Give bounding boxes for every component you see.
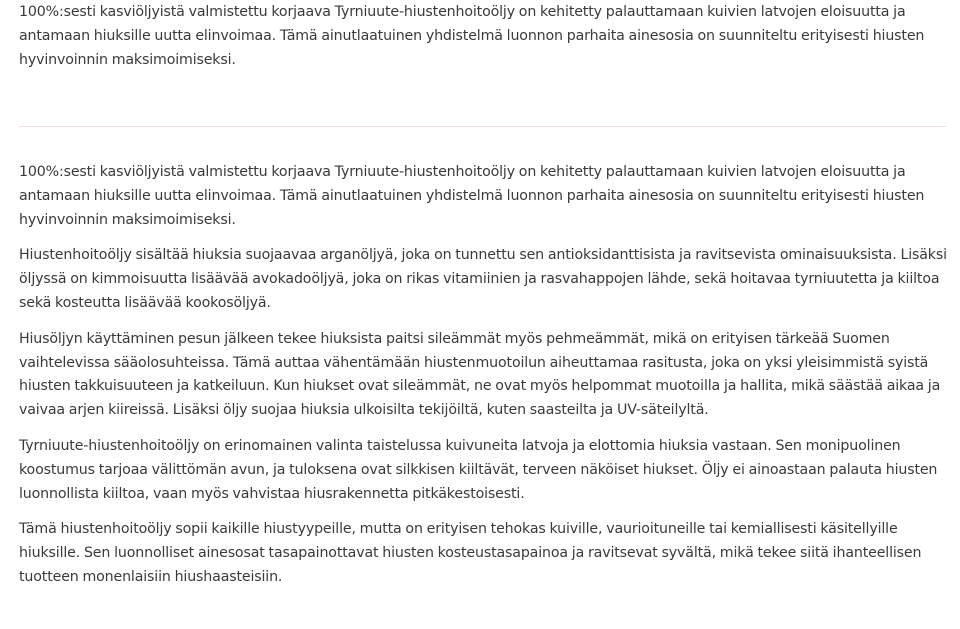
description-paragraph: Tyrniuute-hiustenhoitoöljy on erinomainen valinta taistelussa kuivuneita latvoja ja elottomia hiuksia vastaan. Sen monipuolinen koostumus tarjoaa välittömän avun, ja tuloksena ovat silkkisen kiiltävät, terveen näköiset hiukset. Öljy ei ainoastaan palauta hiusten luonnollista kiiltoa, vaan myös vahvistaa hiusrakennetta pitkäkestoisesti. [19,437,938,502]
description-paragraph: Hiustenhoitoöljy sisältää hiuksia suojaavaa arganöljyä, joka on tunnettu sen antioksidanttisista ja ravitsevista ominaisuuksista. Lisäksi öljyssä on kimmoisuutta lisäävää avokadoöljyä, joka on rikas vitamiinien ja rasvahappojen lähde, sekä hoitavaa tyrniuutetta ja kiiltoa sekä kosteutta lisäävää kookosöljyä. [19,247,947,311]
description-paragraph: Hiusöljyn käyttäminen pesun jälkeen tekee hiuksista paitsi sileämmät myös pehmeämmät, mikä on erityisen tärkeää Suomen vaihtelevissa sääolosuhteissa. Tämä auttaa vähentämään hiustenmuotoilun aiheuttamaa rasitusta, joka on yksi yleisimmistä syistä hiusten takkuisuuteen ja katkeiluun. Kun hiukset ovat sileämmät, ne ovat myös helpommat muotoilla ja hallita, mikä säästää aikaa ja vaivaa arjen kiireissä. Lisäksi öljy suojaa hiuksia ulkoisilta tekijöiltä, kuten saasteilta ja UV-säteilyltä. [19,330,941,419]
description-paragraph: Tämä hiustenhoitoöljy sopii kaikille hiustyypeille, mutta on erityisen tehokas kuiville, vaurioituneille tai kemiallisesti käsitellyille hiuksille. Sen luonnolliset ainesosat tasapainottavat hiusten kosteustasapainoa ja ravitsevat syvältä, mikä tekee siitä ihanteellisen tuotteen monenlaisiin hiushaasteisiin. [19,521,922,585]
long-description [19,161,947,602]
description-paragraph: 100%:sesti kasviöljyistä valmistettu korjaava Tyrniuute-hiustenhoitoöljy on kehitetty palauttamaan kuivien latvojen eloisuutta ja antamaan hiuksille uutta elinvoimaa. Tämä ainutlaatuinen yhdistelmä luonnon parhaita ainesosia on suunniteltu erityisesti hiusten hyvinvoinnin maksimoimiseksi. [19,164,925,228]
short-description: 100%:sesti kasviöljyistä valmistettu korjaava Tyrniuute-hiustenhoitoöljy on kehitetty palauttamaan kuivien latvojen eloisuutta ja antamaan hiuksille uutta elinvoimaa. Tämä ainutlaatuinen yhdistelmä luonnon parhaita ainesosia on suunniteltu erityisesti hiusten hyvinvoinnin maksimoimiseksi. [19,4,925,68]
section-divider [19,126,946,127]
